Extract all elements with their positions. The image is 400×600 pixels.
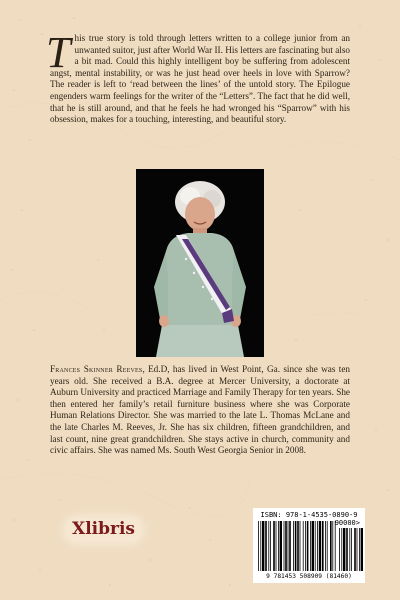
bio-text: has lived in West Point, Ga. since she was ten years old. She received a B.A. degree at Mercer University, a doctorate at Auburn University and practiced Marriage and Family Therapy for ten years. She then entered her family’s retail furniture business where she was Corporate Human Relations Director. She was married to the late L. Thomas McLane and the late Charles M. Reeves, Jr. She has six children, fifteen grandchildren, and last count, nine great grandchildren. She stays active in church, community and civic affairs. She was named Ms. South West Georgia Senior in 2008. bbox=[50, 364, 351, 456]
barcode-bars bbox=[253, 508, 365, 583]
author-credentials: , Ed.D, bbox=[142, 364, 173, 374]
price-code: 90000> bbox=[334, 519, 360, 527]
barcode-box bbox=[253, 508, 365, 583]
author-portrait-image bbox=[136, 169, 264, 357]
book-blurb bbox=[46, 28, 350, 126]
barcode-digits: 9 781453 508909 (81460) bbox=[266, 573, 352, 580]
isbn-label: ISBN: 978-1-4535-0890-9 bbox=[260, 511, 358, 519]
drop-cap: T bbox=[46, 28, 71, 77]
author-bio bbox=[50, 364, 350, 457]
author-photo bbox=[136, 169, 264, 357]
blurb-text: his true story is told through letters written to a college junior from an unwanted suitor, just after World War II. His letters are fascinating but also a bit mad. Could this highly intelligent boy be suffering from adolescent angst, mental instability, or was he just head over heels in love with Sparrow? The reader is left to ‘read between the lines’ of the untold story. The Epilogue engenders warm feelings for the writer of the “Letters”. The fact that he did well, that he is still around, and that he feels he had wronged his “Sparrow” with his obsession, makes for a touching, interesting, and beautiful story. bbox=[50, 33, 350, 125]
author-name: Frances Skinner Reeves bbox=[50, 364, 143, 374]
publisher-logo: Xlibris bbox=[66, 518, 141, 542]
